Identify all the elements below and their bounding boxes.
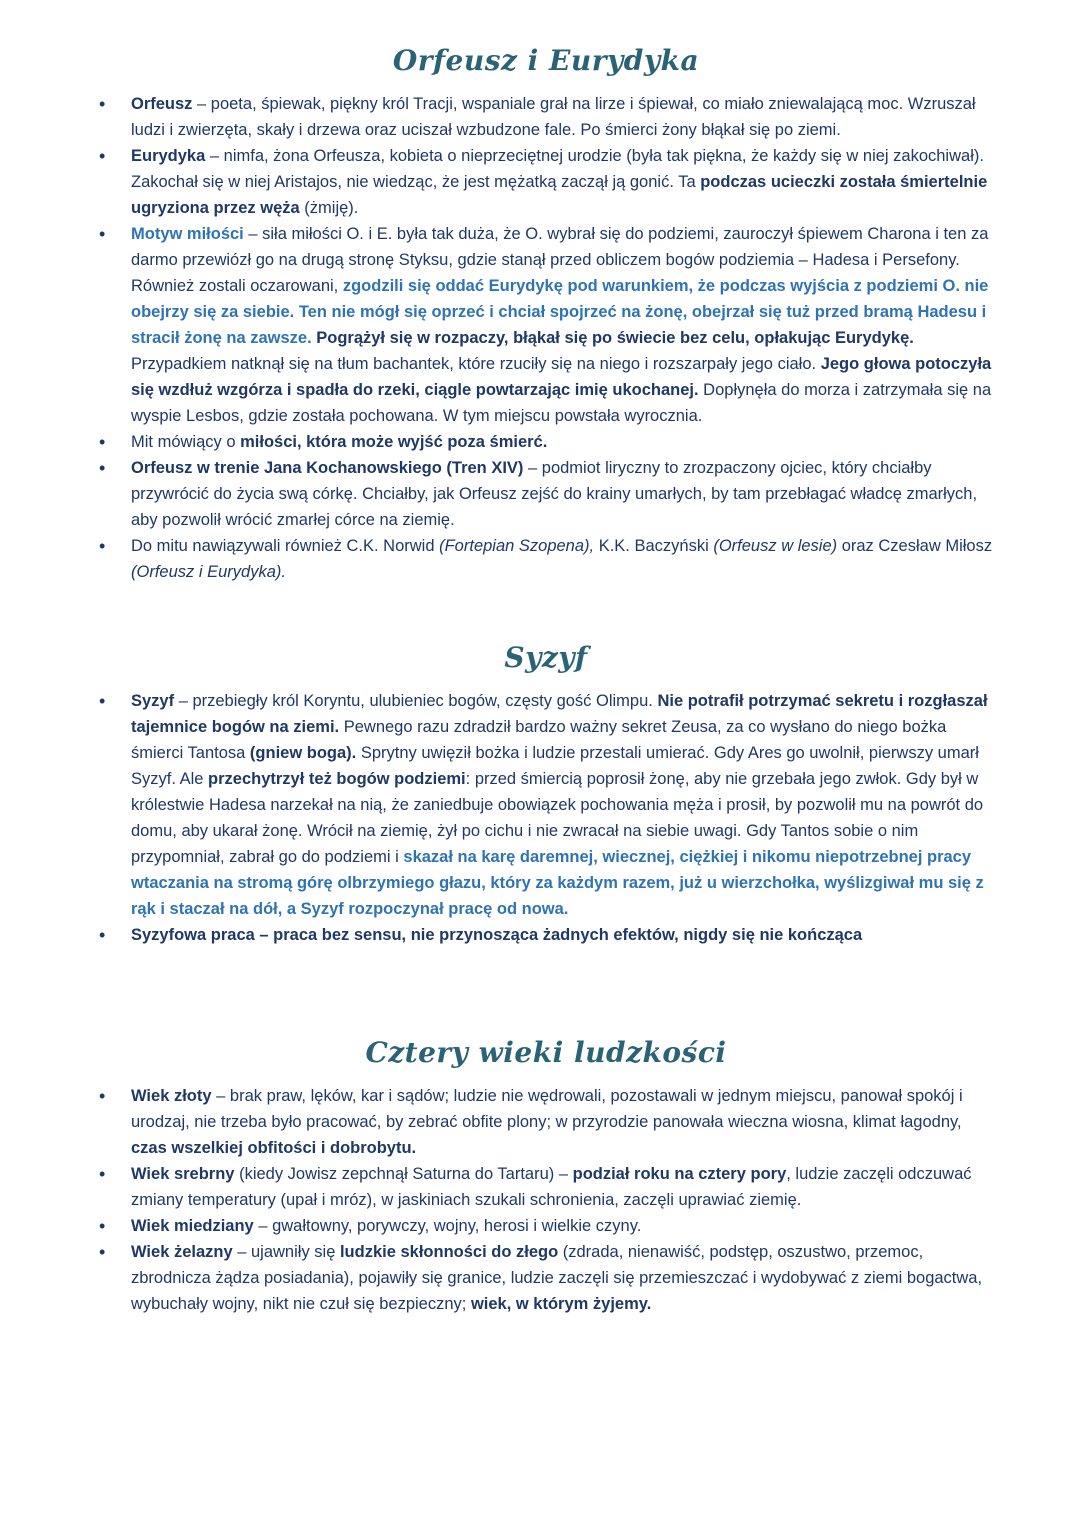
bullet-item [96, 688, 996, 922]
text-run: skazał na karę daremnej, wiecznej, ciężkiej i nikomu niepotrzebnej pracy wtaczania na stromą górę olbrzymiego głazu, który za każdym razem, już u wierzchołka, wyślizgiwał mu się z rąk i staczał na dół, a Syzyf rozpoczynał pracę od nowa. [131, 848, 984, 918]
text-run: (gniew boga). [249, 744, 357, 762]
text-run: (kiedy Jowisz zepchnął Saturna do Tartaru) – [234, 1165, 573, 1183]
text-run: – przebiegły król Koryntu, ulubieniec bogów, częsty gość Olimpu. [174, 692, 658, 710]
bullet-item [96, 91, 996, 143]
text-run: Pewnego razu zdradził bardzo ważny sekret Zeusa, za co wysłano do niego bożka śmierci Tantosa [131, 718, 947, 762]
text-run: zgodzili się oddać Eurydykę pod warunkiem, że podczas wyjścia z podziemi O. nie obejrzy się za siebie. Ten nie mógł się oprzeć i chciał spojrzeć na żonę, obejrzał się tuż przed bramą Hadesu i stracił żonę na zawsze. [131, 277, 989, 347]
text-run: ludzkie skłonności do złego [339, 1243, 559, 1261]
text-run: Sprytny uwięził bożka i ludzie przestali umierać. Gdy Ares go uwolnił, pierwszy umarł Syzyf. Ale [131, 744, 979, 788]
section-orfeusz-i-eurydyka [96, 44, 996, 585]
text-run: Syzyf [131, 692, 175, 710]
bullet-item [96, 1213, 996, 1239]
bullet-item [96, 143, 996, 221]
text-run: Motyw miłości [131, 225, 244, 243]
text-run: (Orfeusz w lesie) [713, 537, 838, 555]
bullet-item [96, 1083, 996, 1161]
text-run: Orfeusz w trenie Jana Kochanowskiego (Tren XIV) [131, 459, 524, 477]
text-run: podział roku na cztery pory [572, 1165, 787, 1183]
text-run: – siła miłości O. i E. była tak duża, że O. wybrał się do podziemi, zauroczył śpiewem Charona i ten za darmo przewiózł go na drugą stronę Styksu, gdzie stanął przed obliczem bogów podziemia – Hadesa i Persefony. Również zostali oczarowani, [131, 225, 989, 295]
document-body [96, 44, 996, 1317]
section-syzyf [96, 641, 996, 948]
text-run: : przed śmiercią poprosił żonę, aby nie grzebała jego zwłok. Gdy był w królestwie Hadesa narzekał na nią, że zaniedbuje obowiązek pochowania męża i prosił, by pozwolił mu na powrót do domu, aby ukarał żonę. Wrócił na ziemię, żył po cichu i nie zwracał na siebie uwagi. Gdy Tantos sobie o nim przypomniał, zabrał go do podziemi i [131, 770, 984, 866]
text-run: Nie potrafił potrzymać sekretu i rozgłaszał tajemnice bogów na ziemi. [131, 692, 988, 736]
text-run: (Orfeusz i Eurydyka). [131, 563, 286, 581]
section-cztery-wieki-ludzkosci [96, 1036, 996, 1317]
text-run: Jego głowa potoczyła się wzdłuż wzgórza i spadła do rzeki, ciągle powtarzając imię ukochanej. [131, 355, 992, 399]
text-run: czas wszelkiej obfitości i dobrobytu. [131, 1139, 417, 1157]
text-run: wiek, w którym żyjemy. [470, 1295, 652, 1313]
text-run: – poeta, śpiewak, piękny król Tracji, wspaniale grał na lirze i śpiewał, co miało zniewalającą moc. Wzruszał ludzi i zwierzęta, skały i drzewa oraz uciszał wzbudzone fale. Po śmierci żony błąkał się po ziemi. [131, 95, 976, 139]
bullet-list [96, 688, 996, 948]
text-run: , ludzie zaczęli odczuwać zmiany temperatury (upał i mróz), w jaskiniach szukali schronienia, zaczęli uprawiać ziemię. [131, 1165, 972, 1209]
text-run: Syzyfowa praca – praca bez sensu, nie przynosząca żadnych efektów, nigdy się nie kończąca [131, 926, 863, 944]
text-run: przechytrzył też bogów podziemi [208, 770, 466, 788]
text-run: Przypadkiem natknął się na tłum bachantek, które rzuciły się na niego i rozszarpały jego ciało. [131, 355, 821, 373]
text-run: Wiek srebrny [131, 1165, 235, 1183]
bullet-item [96, 455, 996, 533]
text-run: Orfeusz [131, 95, 193, 113]
text-run: – brak praw, lęków, kar i sądów; ludzie nie wędrowali, pozostawali w jednym miejscu, panował spokój i urodzaj, nie trzeba było pracować, by zebrać obfite plony; w przyrodzie panowała wieczna wiosna, klimat łagodny, [131, 1087, 963, 1131]
text-run: Wiek miedziany [131, 1217, 254, 1235]
text-run: Wiek żelazny [131, 1243, 233, 1261]
text-run: Eurydyka [131, 147, 206, 165]
text-run: oraz Czesław Miłosz [837, 537, 993, 555]
bullet-list [96, 1083, 996, 1317]
text-run: Do mitu nawiązywali również C.K. Norwid [131, 537, 440, 555]
text-run: Wiek złoty [131, 1087, 212, 1105]
bullet-item [96, 922, 996, 948]
bullet-item [96, 221, 996, 429]
text-run: (żmiję). [299, 199, 359, 217]
text-run: – ujawniły się [232, 1243, 340, 1261]
bullet-item [96, 1161, 996, 1213]
text-run: – gwałtowny, porywczy, wojny, herosi i wielkie czyny. [253, 1217, 642, 1235]
bullet-item [96, 1239, 996, 1317]
text-run: Mit mówiący o [131, 433, 241, 451]
text-run: Pogrążył się w rozpaczy, błąkał się po świecie bez celu, opłakując Eurydykę. [311, 329, 914, 347]
section-title: Syzyf [504, 641, 588, 674]
text-run: (Fortepian Szopena), [439, 537, 595, 555]
text-run: – nimfa, żona Orfeusza, kobieta o nieprzeciętnej urodzie (była tak piękna, że każdy się w niej zakochiwał). Zakochał się w niej Aristajos, nie wiedząc, że jest mężatką zaczął ją gonić. Ta [131, 147, 984, 191]
text-run: K.K. Baczyński [594, 537, 714, 555]
bullet-item [96, 429, 996, 455]
section-title: Orfeusz i Eurydyka [392, 44, 700, 77]
text-run: (zdrada, nienawiść, podstęp, oszustwo, przemoc, zbrodnicza żądza posiadania), pojawiły się granice, ludzie zaczęli się przemieszczać i wydobywać z ziemi bogactwa, wybuchały wojny, nikt nie czuł się bezpieczny; [131, 1243, 983, 1313]
text-run: – podmiot liryczny to zrozpaczony ojciec, który chciałby przywrócić do życia swą córkę. Chciałby, jak Orfeusz zejść do krainy umarłych, by tam przebłagać władcę zmarłych, aby pozwolił wrócić zmarłej córce na ziemię. [131, 459, 978, 529]
text-run: miłości, która może wyjść poza śmierć. [240, 433, 548, 451]
bullet-list [96, 91, 996, 585]
bullet-item [96, 533, 996, 585]
section-title: Cztery wieki ludzkości [365, 1036, 727, 1069]
text-run: podczas ucieczki została śmiertelnie ugryziona przez węża [131, 173, 988, 217]
text-run: Dopłynęła do morza i zatrzymała się na wyspie Lesbos, gdzie została pochowana. W tym miejscu powstała wyrocznia. [131, 381, 992, 425]
